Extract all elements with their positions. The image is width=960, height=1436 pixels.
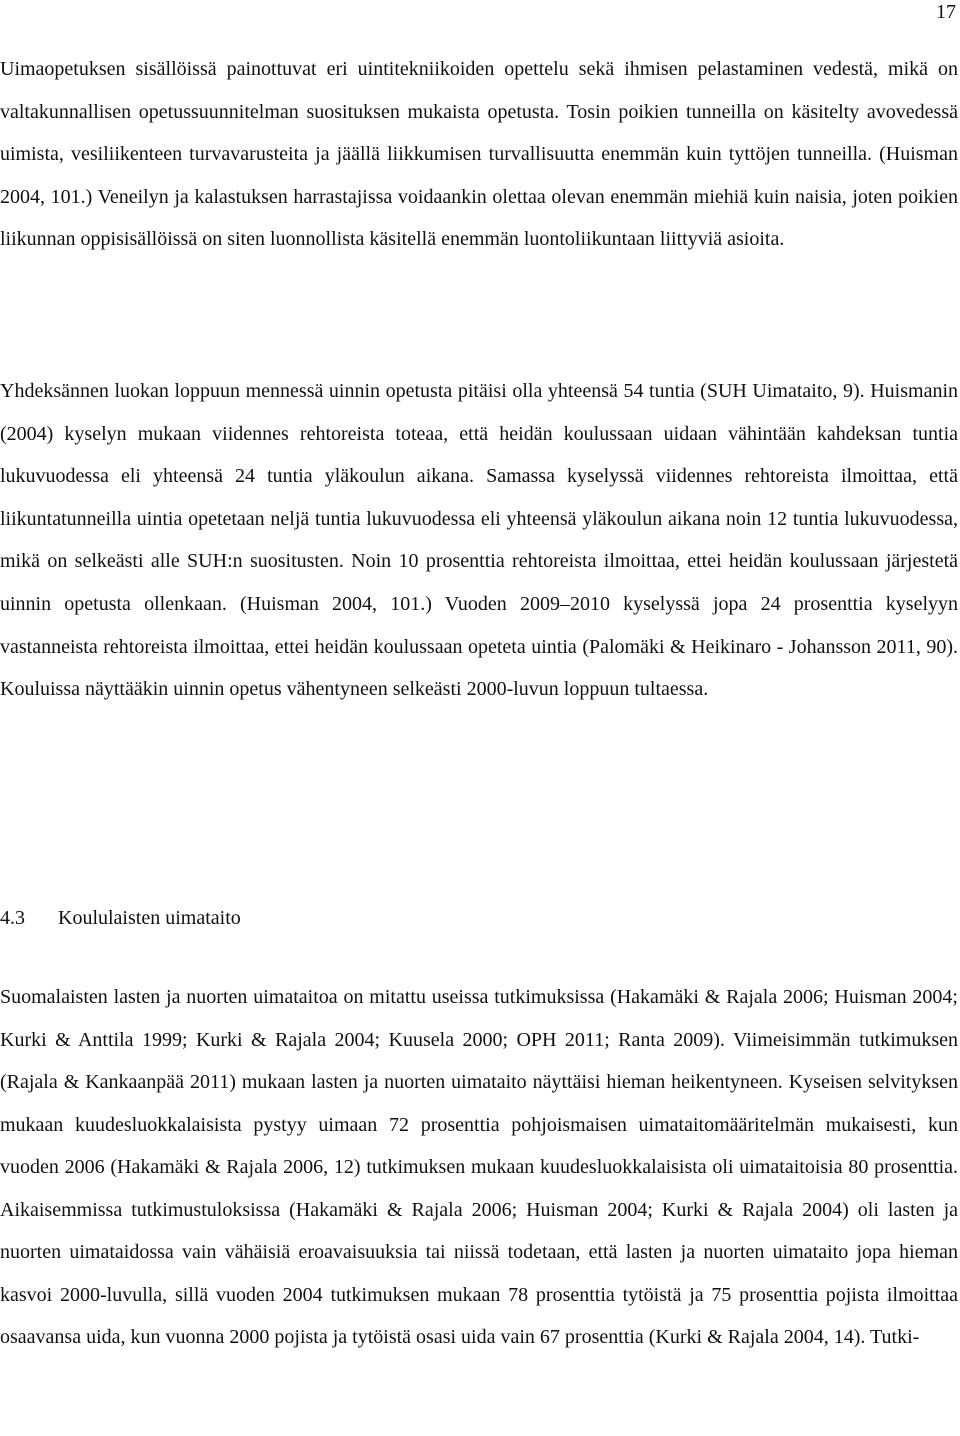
section-heading (0, 900, 241, 936)
section-title: Koululaisten uimataito (58, 907, 241, 929)
paragraph-swimming-content: Uimaopetuksen sisällöissä painottuvat eri uintitekniikoiden opettelu sekä ihmisen pelastaminen vedestä, mikä on valtakunnallisen opetussuunnitelman suosituksen mukaista opetusta. Tosin poikien tunneilla on käsitelty avovedessä uimista, vesiliikenteen turvavarusteita ja jäällä liikkumisen turvallisuutta enemmän kuin tyttöjen tunneilla. (Huisman 2004, 101.) Veneilyn ja kalastuksen harrastajissa voidaankin olettaa olevan enemmän miehiä kuin naisia, joten poikien liikunnan oppisisällöissä on siten luonnollista käsitellä enemmän luontoliikuntaan liittyviä asioita. (0, 58, 958, 251)
page-number: 17 (936, 1, 956, 23)
paragraph-swimming-lessons: Yhdeksännen luokan loppuun mennessä uinnin opetusta pitäisi olla yhteensä 54 tuntia (SUH Uimataito, 9). Huismanin (2004) kyselyn mukaan viidennes rehtoreista toteaa, että heidän koulussaan uidaan vähintään kahdeksan tuntia lukuvuodessa eli yhteensä 24 tuntia yläkoulun aikana. Samassa kyselyssä viidennes rehtoreista ilmoittaa, että liikuntatunneilla uintia opetetaan neljä tuntia lukuvuodessa eli yhteensä yläkoulun aikana noin 12 tuntia lukuvuodessa, mikä on selkeästi alle SUH:n suositusten. Noin 10 prosenttia rehtoreista ilmoittaa, ettei heidän koulussaan järjestetä uinnin opetusta ollenkaan. (Huisman 2004, 101.) Vuoden 2009–2010 kyselyssä jopa 24 prosenttia kyselyyn vastanneista rehtoreista ilmoittaa, ettei heidän koulussaan opeteta uintia (Palomäki & Heikinaro - Johansson 2011, 90). Kouluissa näyttääkin uinnin opetus vähentyneen selkeästi 2000-luvun loppuun tultaessa. (0, 380, 958, 701)
section-number: 4.3 (0, 907, 25, 929)
paragraph-swimming-skills: Suomalaisten lasten ja nuorten uimataitoa on mitattu useissa tutkimuksissa (Hakamäki & Rajala 2006; Huisman 2004; Kurki & Anttila 1999; Kurki & Rajala 2004; Kuusela 2000; OPH 2011; Ranta 2009). Viimeisimmän tutkimuksen (Rajala & Kankaanpää 2011) mukaan lasten ja nuorten uimataito näyttäisi hieman heikentyneen. Kyseisen selvityksen mukaan kuudesluokkalaisista pystyy uimaan 72 prosenttia pohjoismaisen uimataitomääritelmän mukaisesti, kun vuoden 2006 (Hakamäki & Rajala 2006, 12) tutkimuksen mukaan kuudesluokkalaisista oli uimataitoisia 80 prosenttia. Aikaisemmissa tutkimustuloksissa (Hakamäki & Rajala 2006; Huisman 2004; Kurki & Rajala 2004) oli lasten ja nuorten uimataidossa vain vähäisiä eroavaisuuksia tai niissä todetaan, että lasten ja nuorten uimataito jopa hieman kasvoi 2000-luvulla, sillä vuoden 2004 tutkimuksen mukaan 78 prosenttia tytöistä ja 75 prosenttia pojista ilmoittaa osaavansa uida, kun vuonna 2000 pojista ja tytöistä osasi uida vain 67 prosenttia (Kurki & Rajala 2004, 14). Tutki- (0, 986, 958, 1348)
